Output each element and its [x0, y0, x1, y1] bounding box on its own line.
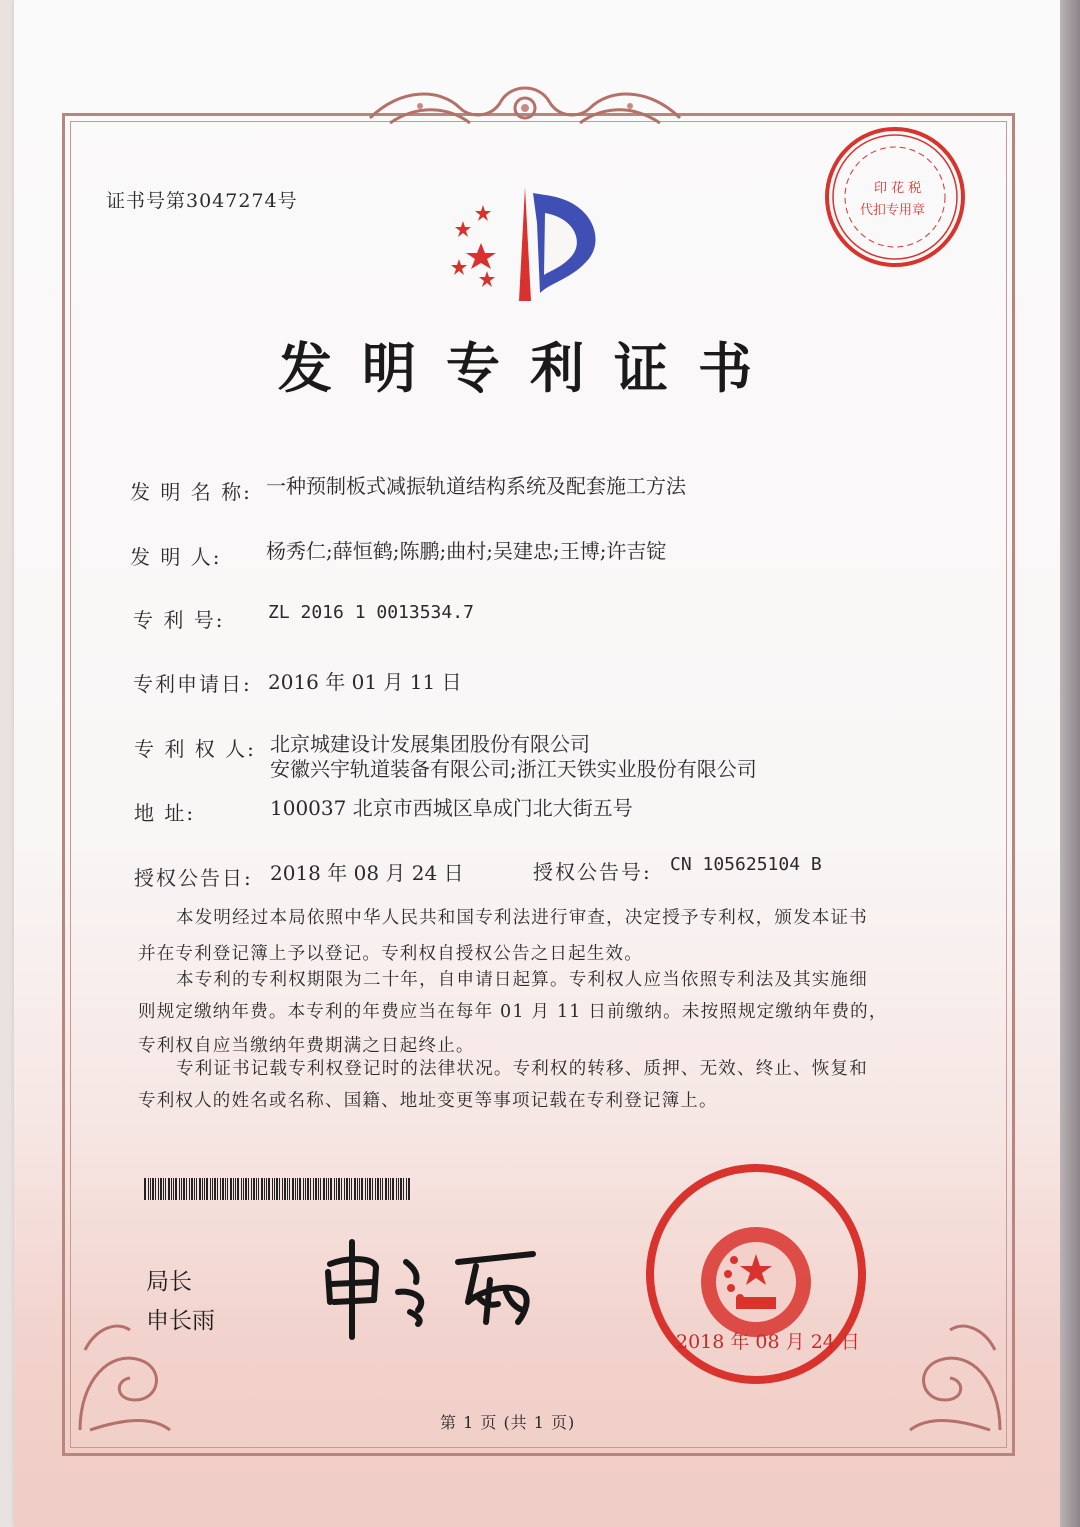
- field-value-publication-number: CN 105625104 B: [670, 854, 822, 875]
- field-label-publication-number: 授权公告号:: [533, 860, 652, 884]
- tax-stamp-line2: 代扣专用章: [860, 203, 926, 218]
- field-value-grant-date: 2018 年 08 月 24 日: [270, 861, 464, 885]
- barcode-bar: [328, 1178, 329, 1200]
- barcode-bar: [212, 1178, 213, 1200]
- barcode-bar: [222, 1178, 224, 1200]
- barcode-bar: [310, 1178, 311, 1200]
- body-text-line: 则规定缴纳年费。本专利的年费应当在每年 01 月 11 日前缴纳。未按照规定缴纳年费的，: [138, 1002, 888, 1022]
- barcode-bar: [367, 1178, 368, 1200]
- barcode-bar: [354, 1178, 356, 1200]
- barcode-bar: [320, 1178, 321, 1200]
- barcode-bar: [168, 1178, 170, 1200]
- barcode-bar: [408, 1178, 410, 1200]
- barcode-bar: [256, 1178, 257, 1200]
- barcode-bar: [282, 1178, 283, 1200]
- barcode-bar: [158, 1178, 159, 1200]
- barcode-bar: [295, 1178, 296, 1200]
- barcode-bar: [179, 1178, 180, 1200]
- body-text-line: 本发明经过本局依照中华人民共和国专利法进行审查，决定授予专利权，颁发本证书: [176, 908, 868, 928]
- barcode-bar: [196, 1178, 197, 1200]
- barcode-bar: [369, 1178, 371, 1200]
- body-text-line: 专利权人的姓名或名称、国籍、地址变更等事项记载在专利登记簿上。: [138, 1091, 718, 1111]
- barcode-bar: [264, 1178, 265, 1200]
- field-label-application-date: 专利申请日:: [133, 672, 252, 696]
- field-value-address: 100037 北京市西城区阜成门北大街五号: [270, 796, 633, 820]
- field-value-invention-name: 一种预制板式减振轨道结构系统及配套施工方法: [266, 474, 686, 498]
- field-value-patentee-line2: 安徽兴宇轨道装备有限公司;浙江天铁实业股份有限公司: [270, 757, 757, 781]
- barcode-bar: [150, 1178, 151, 1200]
- barcode-bar: [227, 1178, 228, 1200]
- barcode-bar: [392, 1178, 394, 1200]
- field-label-invention-name: 发 明 名 称:: [130, 480, 252, 504]
- barcode-bar: [248, 1178, 249, 1200]
- barcode-bar: [148, 1178, 149, 1200]
- page-title: 发明专利证书: [278, 336, 782, 400]
- barcode-bar: [220, 1178, 221, 1200]
- barcode-bar: [346, 1178, 348, 1200]
- barcode-bar: [375, 1178, 376, 1200]
- barcode-bar: [330, 1178, 332, 1200]
- seal-date: 2018 年 08 月 24 日: [676, 1331, 860, 1353]
- barcode-bar: [323, 1178, 325, 1200]
- tax-stamp: [820, 122, 970, 272]
- barcode-bar: [276, 1178, 278, 1200]
- barcode-bar: [388, 1178, 389, 1200]
- barcode-bar: [144, 1178, 146, 1200]
- barcode-bar: [400, 1178, 402, 1200]
- field-label-inventors: 发 明 人:: [130, 545, 222, 569]
- barcode-bar: [206, 1178, 208, 1200]
- barcode-bar: [318, 1178, 319, 1200]
- body-text-line: 专利证书记载专利权登记时的法律状况。专利权的转移、质押、无效、终止、恢复和: [176, 1059, 868, 1079]
- certificate-number: 证书号第3047274号: [106, 190, 298, 212]
- barcode-bar: [186, 1178, 187, 1200]
- field-label-patent-number: 专 利 号:: [133, 608, 225, 632]
- barcode-bar: [266, 1178, 267, 1200]
- signature-name: 申长雨: [146, 1308, 215, 1334]
- barcode-bar: [336, 1178, 337, 1200]
- page-footer: 第 1 页 (共 1 页): [440, 1413, 576, 1432]
- barcode-bar: [173, 1178, 174, 1200]
- body-text-line: 并在专利登记簿上予以登记。专利权自授权公告之日起生效。: [138, 944, 643, 964]
- barcode-bar: [225, 1178, 226, 1200]
- field-value-patent-number: ZL 2016 1 0013534.7: [268, 602, 474, 623]
- signature-title: 局长: [146, 1269, 192, 1295]
- field-value-patentee: 北京城建设计发展集团股份有限公司: [270, 732, 590, 756]
- barcode-bar: [274, 1178, 275, 1200]
- barcode-bar: [338, 1178, 340, 1200]
- barcode-bar: [279, 1178, 280, 1200]
- barcode-bar: [380, 1178, 381, 1200]
- barcode-bar: [258, 1178, 259, 1200]
- barcode-bar: [233, 1178, 234, 1200]
- field-value-inventors: 杨秀仁;薛恒鹤;陈鹏;曲村;吴建忠;王博;许吉锭: [266, 539, 667, 563]
- barcode-bar: [382, 1178, 383, 1200]
- barcode-bar: [165, 1178, 166, 1200]
- barcode-bar: [155, 1178, 156, 1200]
- barcode-bar: [305, 1178, 306, 1200]
- barcode-bar: [297, 1178, 298, 1200]
- barcode-bar: [398, 1178, 399, 1200]
- barcode-bar: [351, 1178, 352, 1200]
- barcode-bar: [344, 1178, 345, 1200]
- barcode-bar: [292, 1178, 294, 1200]
- barcode-bar: [175, 1178, 177, 1200]
- handwritten-signature: [318, 1232, 548, 1347]
- barcode-bar: [181, 1178, 182, 1200]
- barcode-bar: [403, 1178, 404, 1200]
- barcode-bar: [289, 1178, 290, 1200]
- barcode-bar: [261, 1178, 263, 1200]
- field-value-application-date: 2016 年 01 月 11 日: [268, 670, 462, 694]
- corner-ornament-right: [900, 1290, 1010, 1440]
- barcode-bar: [357, 1178, 358, 1200]
- barcode-bar: [241, 1178, 242, 1200]
- body-text-line: 本专利的专利权期限为二十年，自申请日起算。专利权人应当依照专利法及其实施细: [176, 970, 868, 990]
- barcode-bar: [194, 1178, 195, 1200]
- barcode-bar: [268, 1178, 270, 1200]
- barcode-bar: [272, 1178, 273, 1200]
- barcode-bar: [251, 1178, 252, 1200]
- barcode-bar: [372, 1178, 373, 1200]
- barcode-bar: [385, 1178, 387, 1200]
- barcode-bar: [341, 1178, 342, 1200]
- field-label-grant-date: 授权公告日:: [134, 866, 253, 890]
- barcode-bar: [245, 1178, 247, 1200]
- body-text-line: 专利权自应当缴纳年费期满之日起终止。: [138, 1036, 475, 1056]
- barcode-bar: [287, 1178, 288, 1200]
- barcode-bar: [237, 1178, 239, 1200]
- barcode-bar: [243, 1178, 244, 1200]
- barcode-bar: [396, 1178, 397, 1200]
- barcode-bar: [152, 1178, 154, 1200]
- barcode-bar: [390, 1178, 391, 1200]
- field-label-patentee: 专 利 权 人:: [134, 737, 256, 761]
- barcode-bar: [307, 1178, 309, 1200]
- barcode-bar: [204, 1178, 205, 1200]
- barcode-bar: [406, 1178, 407, 1200]
- barcode-bar: [359, 1178, 360, 1200]
- barcode-bar: [334, 1178, 335, 1200]
- patent-office-logo-icon: [445, 183, 610, 308]
- barcode-bar: [313, 1178, 314, 1200]
- top-ornament: [360, 78, 690, 138]
- barcode-bar: [349, 1178, 350, 1200]
- barcode-bar: [210, 1178, 211, 1200]
- office-seal: [636, 1162, 876, 1392]
- barcode-bar: [253, 1178, 255, 1200]
- barcode-bar: [217, 1178, 218, 1200]
- barcode-bar: [202, 1178, 203, 1200]
- barcode-bar: [191, 1178, 193, 1200]
- barcode-bar: [284, 1178, 286, 1200]
- barcode-bar: [199, 1178, 201, 1200]
- barcode-bar: [189, 1178, 190, 1200]
- barcode-bar: [326, 1178, 327, 1200]
- barcode-bar: [303, 1178, 304, 1200]
- barcode-bar: [377, 1178, 379, 1200]
- barcode-bar: [160, 1178, 162, 1200]
- folder-edge: [1060, 0, 1080, 1527]
- barcode-bar: [183, 1178, 185, 1200]
- barcode-bar: [230, 1178, 232, 1200]
- field-label-address: 地 址:: [134, 801, 196, 825]
- tax-stamp-line1: 印 花 税: [874, 181, 922, 196]
- barcode-bar: [235, 1178, 236, 1200]
- barcode-bar: [299, 1178, 301, 1200]
- barcode-bar: [361, 1178, 363, 1200]
- barcode-bar: [315, 1178, 317, 1200]
- barcode-bar: [214, 1178, 216, 1200]
- barcode-bar: [171, 1178, 172, 1200]
- barcode: [144, 1178, 410, 1200]
- barcode-bar: [163, 1178, 164, 1200]
- barcode-bar: [365, 1178, 366, 1200]
